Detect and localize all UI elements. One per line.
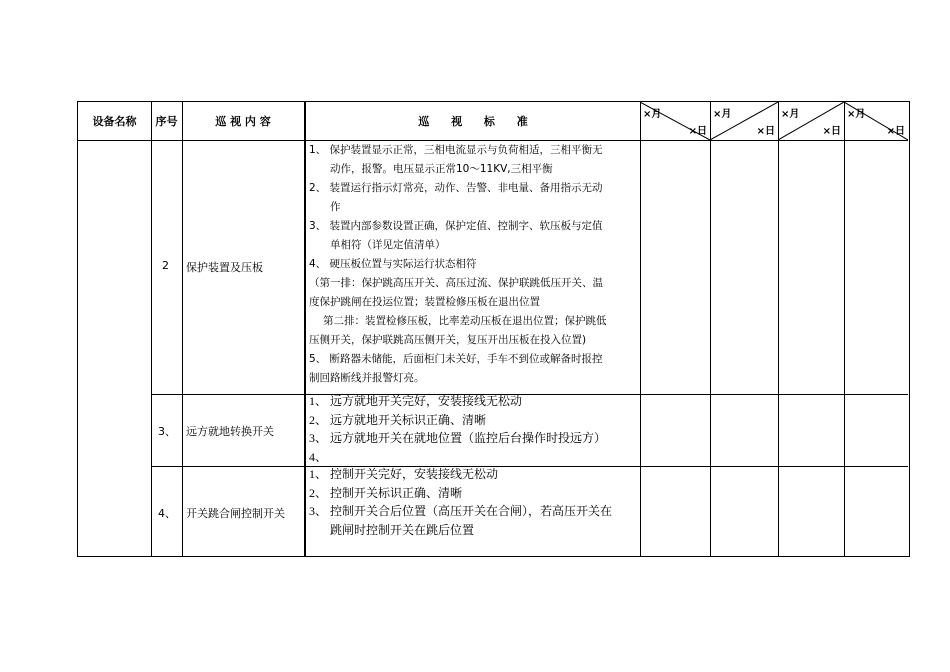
standard-line: 3、 远方就地开关在就地位置（监控后台操作时投远方） bbox=[309, 431, 607, 445]
row-item: 远方就地转换开关 bbox=[186, 425, 274, 438]
row-number: 4、 bbox=[158, 507, 176, 520]
standard-line: 单相符（详见定值清单） bbox=[330, 239, 446, 251]
date-col-2 bbox=[710, 102, 778, 140]
date-col-3 bbox=[778, 102, 844, 140]
row-number: 2 bbox=[162, 259, 169, 272]
standard-line: 1、 远方就地开关完好，安装接线无松动 bbox=[309, 394, 523, 408]
standard-line: 1、 控制开关完好，安装接线无松动 bbox=[309, 467, 499, 481]
header-standard: 巡 视 标 准 bbox=[418, 115, 528, 128]
standard-line: 2、 远方就地开关标识正确、清晰 bbox=[309, 412, 487, 427]
date-col-4 bbox=[844, 102, 908, 140]
day-label: ×日 bbox=[688, 126, 707, 137]
standard-line: 2、 装置运行指示灯常亮，动作、告警、非电量、备用指示无动 bbox=[309, 182, 603, 194]
header-content: 巡 视 内 容 bbox=[215, 115, 271, 128]
col-divider bbox=[640, 102, 641, 556]
row-standard bbox=[309, 392, 606, 466]
col-divider bbox=[778, 102, 779, 556]
row-number: 3、 bbox=[158, 425, 176, 438]
standard-line: 跳闸时控制开关在跳后位置 bbox=[330, 522, 475, 537]
row-item: 开关跳合闸控制开关 bbox=[186, 507, 285, 520]
col-divider bbox=[844, 102, 845, 556]
header-device-name: 设备名称 bbox=[92, 115, 137, 128]
standard-line: 3、 控制开关合后位置（高压开关在合闸），若高压开关在 bbox=[309, 504, 613, 518]
header-seq: 序号 bbox=[155, 115, 178, 128]
row-standard bbox=[309, 465, 612, 539]
standard-line: 度保护跳闸在投运位置；装置检修压板在退出位置 bbox=[309, 296, 540, 308]
standard-line: 第二排：装置检修压板，比率差动压板在退出位置；保护跳低 bbox=[323, 315, 607, 327]
standard-line: 压侧开关，保护联跳高压侧开关，复压开出压板在投入位置) bbox=[309, 334, 587, 346]
standard-line: 2、 控制开关标识正确、清晰 bbox=[309, 485, 463, 500]
day-label: ×日 bbox=[822, 126, 841, 137]
standard-line: （第一排：保护跳高压开关、高压过流、保护联跳低压开关、温 bbox=[309, 277, 603, 289]
col-divider bbox=[151, 102, 152, 556]
inspection-table bbox=[77, 101, 910, 557]
standard-line: 作 bbox=[330, 201, 341, 213]
standard-line: 4、 硬压板位置与实际运行状态相符 bbox=[309, 258, 477, 270]
standard-line: 5、 断路器未储能，后面柜门未关好，手车不到位或解备时报控 bbox=[309, 353, 603, 365]
standard-line: 3、 装置内部参数设置正确，保护定值、控制字、软压板与定值 bbox=[309, 220, 603, 232]
standard-line: 制回路断线并报警灯亮。 bbox=[309, 372, 425, 384]
row-item: 保护装置及压板 bbox=[186, 261, 263, 274]
col-divider bbox=[710, 102, 711, 556]
month-label: ×月 bbox=[713, 109, 732, 120]
col-divider bbox=[182, 102, 183, 556]
standard-line: 动作，报警。电压显示正常10～11KV,三相平衡 bbox=[330, 163, 553, 175]
month-label: ×月 bbox=[847, 109, 866, 120]
standard-line: 4、 bbox=[309, 449, 328, 464]
date-col-1 bbox=[640, 102, 710, 140]
month-label: ×月 bbox=[781, 109, 800, 120]
day-label: ×日 bbox=[886, 126, 905, 137]
month-label: ×月 bbox=[643, 109, 662, 120]
standard-line: 1、 保护装置显示正常，三相电流显示与负荷相适，三相平衡无 bbox=[309, 144, 603, 156]
row-standard bbox=[309, 141, 607, 388]
col-divider bbox=[304, 102, 306, 556]
day-label: ×日 bbox=[756, 126, 775, 137]
